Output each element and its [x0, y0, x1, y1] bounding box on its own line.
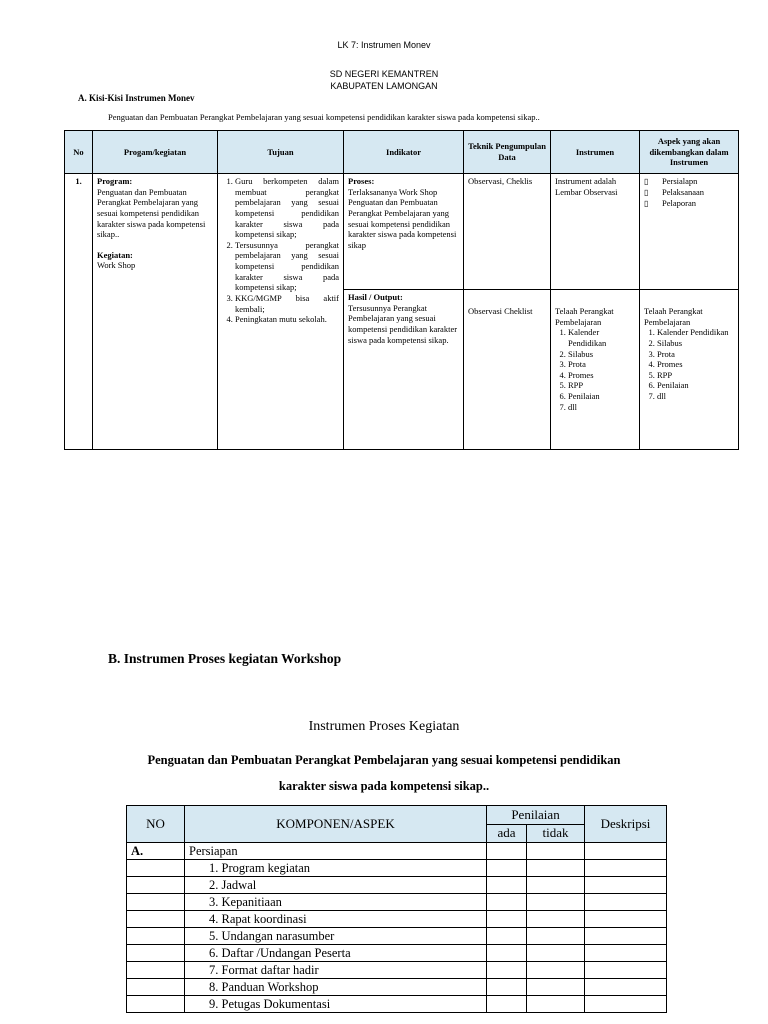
proses-indikator: Terlaksananya Work Shop Penguatan dan Pembuatan Perangkat Pembelajaran yang sesuai kompetensi pendidikan karakter siswa pada kompetensi sikap [348, 186, 457, 250]
deskripsi-cell[interactable] [585, 928, 667, 945]
table-header-row [65, 131, 739, 174]
aspek-proses-cell [640, 174, 739, 290]
table-row [127, 860, 667, 877]
instrumen-item: 4. Promes [568, 370, 635, 381]
deskripsi-cell[interactable] [585, 894, 667, 911]
tidak-cell[interactable] [527, 979, 585, 996]
col-header-program: Progam/kegiatan [93, 131, 218, 174]
table-header-row [127, 806, 667, 825]
aspek-list-item: 6. Penilaian [657, 380, 734, 391]
tujuan-item: 4. Peningkatan mutu sekolah. [235, 314, 339, 325]
instrumen-item: 1. Kalender Pendidikan [568, 327, 635, 348]
col-header-aspek: Aspek yang akan dikembangkan dalam Instrumen [640, 131, 739, 174]
ada-cell[interactable] [487, 996, 527, 1013]
komponen-item: 2. Jadwal [185, 877, 487, 894]
col-header-teknik: Teknik Pengumpulan Data [464, 131, 551, 174]
aspek-list-item: 1. Kalender Pendidikan [657, 327, 734, 338]
kegiatan-label: Kegiatan: [97, 249, 133, 260]
section-a-heading: A. Kisi-Kisi Instrumen Monev [78, 93, 195, 103]
program-cell [93, 174, 218, 450]
table-row [127, 945, 667, 962]
komponen-item: 7. Format daftar hadir [185, 962, 487, 979]
col-header-deskripsi: Deskripsi [585, 806, 667, 843]
section-a-subtitle: Penguatan dan Pembuatan Perangkat Pembelajaran yang sesuai kompetensi pendidikan karakter siswa pada kompetensi sikap.. [108, 112, 540, 122]
program-label: Program: [97, 176, 133, 186]
aspek-hasil-title: Telaah Perangkat Pembelajaran [644, 306, 703, 327]
col-header-penilaian: Penilaian [487, 806, 585, 825]
table-row [127, 894, 667, 911]
instrumen-hasil-title: Telaah Perangkat Pembelajaran [555, 306, 614, 327]
teknik-hasil-cell: Observasi Cheklist [464, 290, 551, 450]
deskripsi-cell[interactable] [585, 877, 667, 894]
ada-cell[interactable] [487, 928, 527, 945]
aspek-item: ▯ Pelaksanaan [644, 187, 734, 198]
komponen-item: 8. Panduan Workshop [185, 979, 487, 996]
tidak-cell[interactable] [527, 894, 585, 911]
section-b-title: Instrumen Proses Kegiatan [308, 719, 460, 734]
instrumen-hasil-cell [551, 290, 640, 450]
tidak-cell[interactable] [527, 962, 585, 979]
ada-cell[interactable] [487, 945, 527, 962]
col-header-tujuan: Tujuan [218, 131, 344, 174]
kegiatan-text: Work Shop [97, 260, 136, 271]
komponen-item: 4. Rapat koordinasi [185, 911, 487, 928]
ada-cell[interactable] [487, 843, 527, 860]
tujuan-item: 1. Guru berkompeten dalam membuat perangkat pembelajaran yang sesuai kompetensi pendidikan karakter siswa pada kompetensi sikap; [235, 176, 339, 240]
col-header-tidak: tidak [527, 824, 585, 843]
school-name: SD NEGERI KEMANTREN [329, 69, 439, 79]
deskripsi-cell[interactable] [585, 911, 667, 928]
instrumen-item: 7. dll [568, 402, 635, 413]
ada-cell[interactable] [487, 979, 527, 996]
instrumen-item: 5. RPP [568, 380, 635, 391]
section-b-heading: B. Instrumen Proses kegiatan Workshop [108, 651, 342, 666]
col-header-instrumen: Instrumen [551, 131, 640, 174]
tujuan-item: 2. Tersusunnya perangkat pembelajaran yang sesuai kompetensi pendidikan karakter siswa pada kompetensi sikap; [235, 240, 339, 293]
col-header-komponen: KOMPONEN/ASPEK [185, 806, 487, 843]
aspek-item: ▯ Persialapn [644, 176, 734, 187]
tidak-cell[interactable] [527, 843, 585, 860]
tidak-cell[interactable] [527, 860, 585, 877]
deskripsi-cell[interactable] [585, 843, 667, 860]
group-label: Persiapan [185, 843, 487, 860]
tidak-cell[interactable] [527, 996, 585, 1013]
section-b-subtitle-line2: karakter siswa pada kompetensi sikap.. [278, 779, 490, 793]
aspek-list-item: 2. Silabus [657, 338, 734, 349]
group-no: A. [127, 843, 185, 860]
hasil-indikator: Tersusunnya Perangkat Pembelajaran yang sesuai kompetensi pendidikan karakter siswa pada kompetensi sikap. [348, 302, 458, 345]
komponen-item: 9. Petugas Dokumentasi [185, 996, 487, 1013]
komponen-item: 5. Undangan narasumber [185, 928, 487, 945]
tidak-cell[interactable] [527, 877, 585, 894]
instrumen-item: 2. Silabus [568, 349, 635, 360]
aspek-list-item: 4. Promes [657, 359, 734, 370]
instrumen-proses-table [126, 805, 667, 1013]
aspek-list-item: 5. RPP [657, 370, 734, 381]
tujuan-item: 3. KKG/MGMP bisa aktif kembali; [235, 293, 339, 314]
ada-cell[interactable] [487, 894, 527, 911]
komponen-item: 6. Daftar /Undangan Peserta [185, 945, 487, 962]
table-row [127, 962, 667, 979]
deskripsi-cell[interactable] [585, 962, 667, 979]
tidak-cell[interactable] [527, 945, 585, 962]
kisi-kisi-table [64, 130, 739, 450]
col-header-no: No [65, 131, 93, 174]
hasil-label: Hasil / Output: [348, 292, 403, 302]
aspek-item: ▯ Pelaporan [644, 198, 734, 209]
instrumen-proses-cell: Instrument adalah Lembar Observasi [551, 174, 640, 290]
table-row [65, 174, 739, 290]
table-row [127, 928, 667, 945]
section-b-subtitle-line1: Penguatan dan Pembuatan Perangkat Pembelajaran yang sesuai kompetensi pendidikan [147, 753, 621, 767]
table-row [127, 979, 667, 996]
col-header-ada: ada [487, 824, 527, 843]
proses-label: Proses: [348, 176, 375, 186]
tidak-cell[interactable] [527, 928, 585, 945]
table-row [127, 911, 667, 928]
teknik-proses-cell: Observasi, Cheklis [464, 174, 551, 290]
ada-cell[interactable] [487, 911, 527, 928]
table-row [127, 843, 667, 860]
ada-cell[interactable] [487, 877, 527, 894]
aspek-list-item: 3. Prota [657, 349, 734, 360]
komponen-item: 1. Program kegiatan [185, 860, 487, 877]
ada-cell[interactable] [487, 962, 527, 979]
instrumen-item: 3. Prota [568, 359, 635, 370]
tujuan-cell [218, 174, 344, 450]
komponen-item: 3. Kepanitiaan [185, 894, 487, 911]
deskripsi-cell[interactable] [585, 996, 667, 1013]
aspek-list-item: 7. dll [657, 391, 734, 402]
deskripsi-cell[interactable] [585, 979, 667, 996]
col-header-indikator: Indikator [344, 131, 464, 174]
deskripsi-cell[interactable] [585, 860, 667, 877]
table-row [127, 877, 667, 894]
district-name: KABUPATEN LAMONGAN [330, 81, 438, 91]
tidak-cell[interactable] [527, 911, 585, 928]
table-row [127, 996, 667, 1013]
indikator-proses-cell [344, 174, 464, 290]
instrumen-item: 6. Penilaian [568, 391, 635, 402]
document-title: LK 7: Instrumen Monev [337, 40, 431, 50]
col-header-no: NO [127, 806, 185, 843]
row-no: 1. [65, 174, 93, 450]
program-text: Penguatan dan Pembuatan Perangkat Pembelajaran yang sesuai kompetensi pendidikan karakter siswa pada kompetensi sikap.. [97, 186, 206, 240]
ada-cell[interactable] [487, 860, 527, 877]
indikator-hasil-cell [344, 290, 464, 450]
aspek-hasil-cell [640, 290, 739, 450]
deskripsi-cell[interactable] [585, 945, 667, 962]
